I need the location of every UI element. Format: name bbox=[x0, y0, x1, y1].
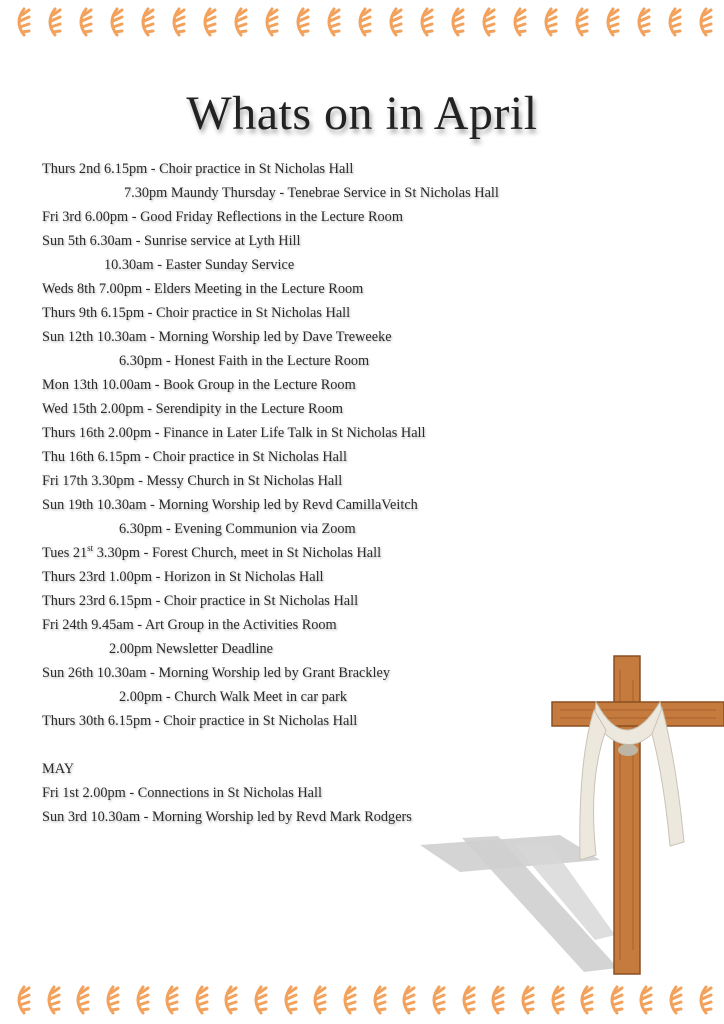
leaf-icon bbox=[215, 985, 241, 1015]
leaf-icon bbox=[70, 7, 96, 37]
leaf-icon bbox=[571, 985, 597, 1015]
event-line: 7.30pm Maundy Thursday - Tenebrae Service in St Nicholas Hall bbox=[124, 185, 499, 201]
leaf-icon bbox=[630, 985, 656, 1015]
leaf-icon bbox=[535, 7, 561, 37]
leaf-icon bbox=[304, 985, 330, 1015]
event-line: 2.00pm - Church Walk Meet in car park bbox=[119, 689, 348, 705]
leaf-icon bbox=[364, 985, 390, 1015]
leaf-icon bbox=[97, 985, 123, 1015]
leaf-icon bbox=[504, 7, 530, 37]
cross-cloth-left bbox=[580, 710, 606, 860]
event-line: Sun 3rd 10.30am - Morning Worship led by Revd Mark Rodgers bbox=[42, 809, 412, 825]
leaf-icon bbox=[186, 985, 212, 1015]
event-line: Fri 17th 3.30pm - Messy Church in St Nicholas Hall bbox=[42, 473, 343, 489]
leaf-icon bbox=[8, 985, 34, 1015]
page-title: Whats on in April bbox=[186, 87, 538, 140]
event-line: Thurs 23rd 1.00pm - Horizon in St Nicholas Hall bbox=[42, 569, 324, 585]
leaf-icon bbox=[411, 7, 437, 37]
bottom-leaf-border bbox=[0, 978, 724, 1022]
leaf-icon bbox=[690, 985, 716, 1015]
leaf-icon bbox=[287, 7, 313, 37]
event-details: 3.30pm - Forest Church, meet in St Nicholas Hall bbox=[93, 545, 382, 561]
leaf-icon bbox=[163, 7, 189, 37]
leaf-icon bbox=[423, 985, 449, 1015]
leaf-icon bbox=[225, 7, 251, 37]
leaf-icon bbox=[628, 7, 654, 37]
leaf-icon bbox=[156, 985, 182, 1015]
leaf-icon bbox=[453, 985, 479, 1015]
event-line: 2.00pm Newsletter Deadline bbox=[109, 641, 273, 657]
leaf-icon bbox=[8, 7, 34, 37]
leaf-icon bbox=[38, 985, 64, 1015]
month-heading-may: MAY bbox=[42, 761, 75, 777]
leaf-icon bbox=[601, 985, 627, 1015]
event-line: Thurs 30th 6.15pm - Choir practice in St Nicholas Hall bbox=[42, 713, 358, 729]
leaf-icon bbox=[101, 7, 127, 37]
date-suffix: st bbox=[87, 543, 94, 554]
event-line: Fri 3rd 6.00pm - Good Friday Reflections in the Lecture Room bbox=[42, 209, 403, 225]
cross-horizontal-beam bbox=[552, 702, 724, 726]
event-date: Tues 21 bbox=[42, 545, 88, 561]
event-line: Wed 15th 2.00pm - Serendipity in the Lecture Room bbox=[42, 401, 344, 417]
event-line: 6.30pm - Honest Faith in the Lecture Room bbox=[119, 353, 370, 369]
event-line: Sun 19th 10.30am - Morning Worship led by Revd CamillaVeitch bbox=[42, 497, 418, 513]
leaf-icon bbox=[659, 7, 685, 37]
event-line: Thurs 16th 2.00pm - Finance in Later Life Talk in St Nicholas Hall bbox=[42, 425, 426, 441]
event-line: Thurs 23rd 6.15pm - Choir practice in St Nicholas Hall bbox=[42, 593, 359, 609]
event-line: Sun 26th 10.30am - Morning Worship led by Grant Brackley bbox=[42, 665, 391, 681]
top-leaf-border bbox=[0, 0, 724, 44]
leaf-icon bbox=[334, 985, 360, 1015]
cross-cloth-right bbox=[652, 708, 684, 846]
leaf-icon bbox=[349, 7, 375, 37]
leaf-icon bbox=[660, 985, 686, 1015]
leaf-icon bbox=[132, 7, 158, 37]
leaf-icon bbox=[256, 7, 282, 37]
leaf-icon bbox=[542, 985, 568, 1015]
event-line: Weds 8th 7.00pm - Elders Meeting in the Lecture Room bbox=[42, 281, 364, 297]
leaf-icon bbox=[482, 985, 508, 1015]
leaf-icon bbox=[473, 7, 499, 37]
event-line: Thu 16th 6.15pm - Choir practice in St Nicholas Hall bbox=[42, 449, 347, 465]
leaf-icon bbox=[39, 7, 65, 37]
leaf-icon bbox=[127, 985, 153, 1015]
easter-cross-illustration bbox=[400, 650, 724, 980]
event-line-tues-21 bbox=[42, 542, 381, 564]
leaf-icon bbox=[380, 7, 406, 37]
leaf-icon bbox=[67, 985, 93, 1015]
leaf-icon bbox=[690, 7, 716, 37]
leaf-icon bbox=[318, 7, 344, 37]
event-line: Sun 12th 10.30am - Morning Worship led by Dave Treweeke bbox=[42, 329, 392, 345]
event-line: Thurs 9th 6.15pm - Choir practice in St Nicholas Hall bbox=[42, 305, 351, 321]
leaf-icon bbox=[393, 985, 419, 1015]
event-line: Fri 24th 9.45am - Art Group in the Activities Room bbox=[42, 617, 337, 633]
event-line: 10.30am - Easter Sunday Service bbox=[104, 257, 295, 273]
event-line: Fri 1st 2.00pm - Connections in St Nicholas Hall bbox=[42, 785, 322, 801]
event-line: Mon 13th 10.00am - Book Group in the Lecture Room bbox=[42, 377, 356, 393]
leaf-icon bbox=[512, 985, 538, 1015]
event-line: 6.30pm - Evening Communion via Zoom bbox=[119, 521, 356, 537]
leaf-icon bbox=[597, 7, 623, 37]
event-line: Thurs 2nd 6.15pm - Choir practice in St Nicholas Hall bbox=[42, 161, 354, 177]
leaf-icon bbox=[245, 985, 271, 1015]
leaf-icon bbox=[566, 7, 592, 37]
leaf-icon bbox=[194, 7, 220, 37]
event-line: Sun 5th 6.30am - Sunrise service at Lyth Hill bbox=[42, 233, 301, 249]
leaf-icon bbox=[442, 7, 468, 37]
leaf-icon bbox=[275, 985, 301, 1015]
